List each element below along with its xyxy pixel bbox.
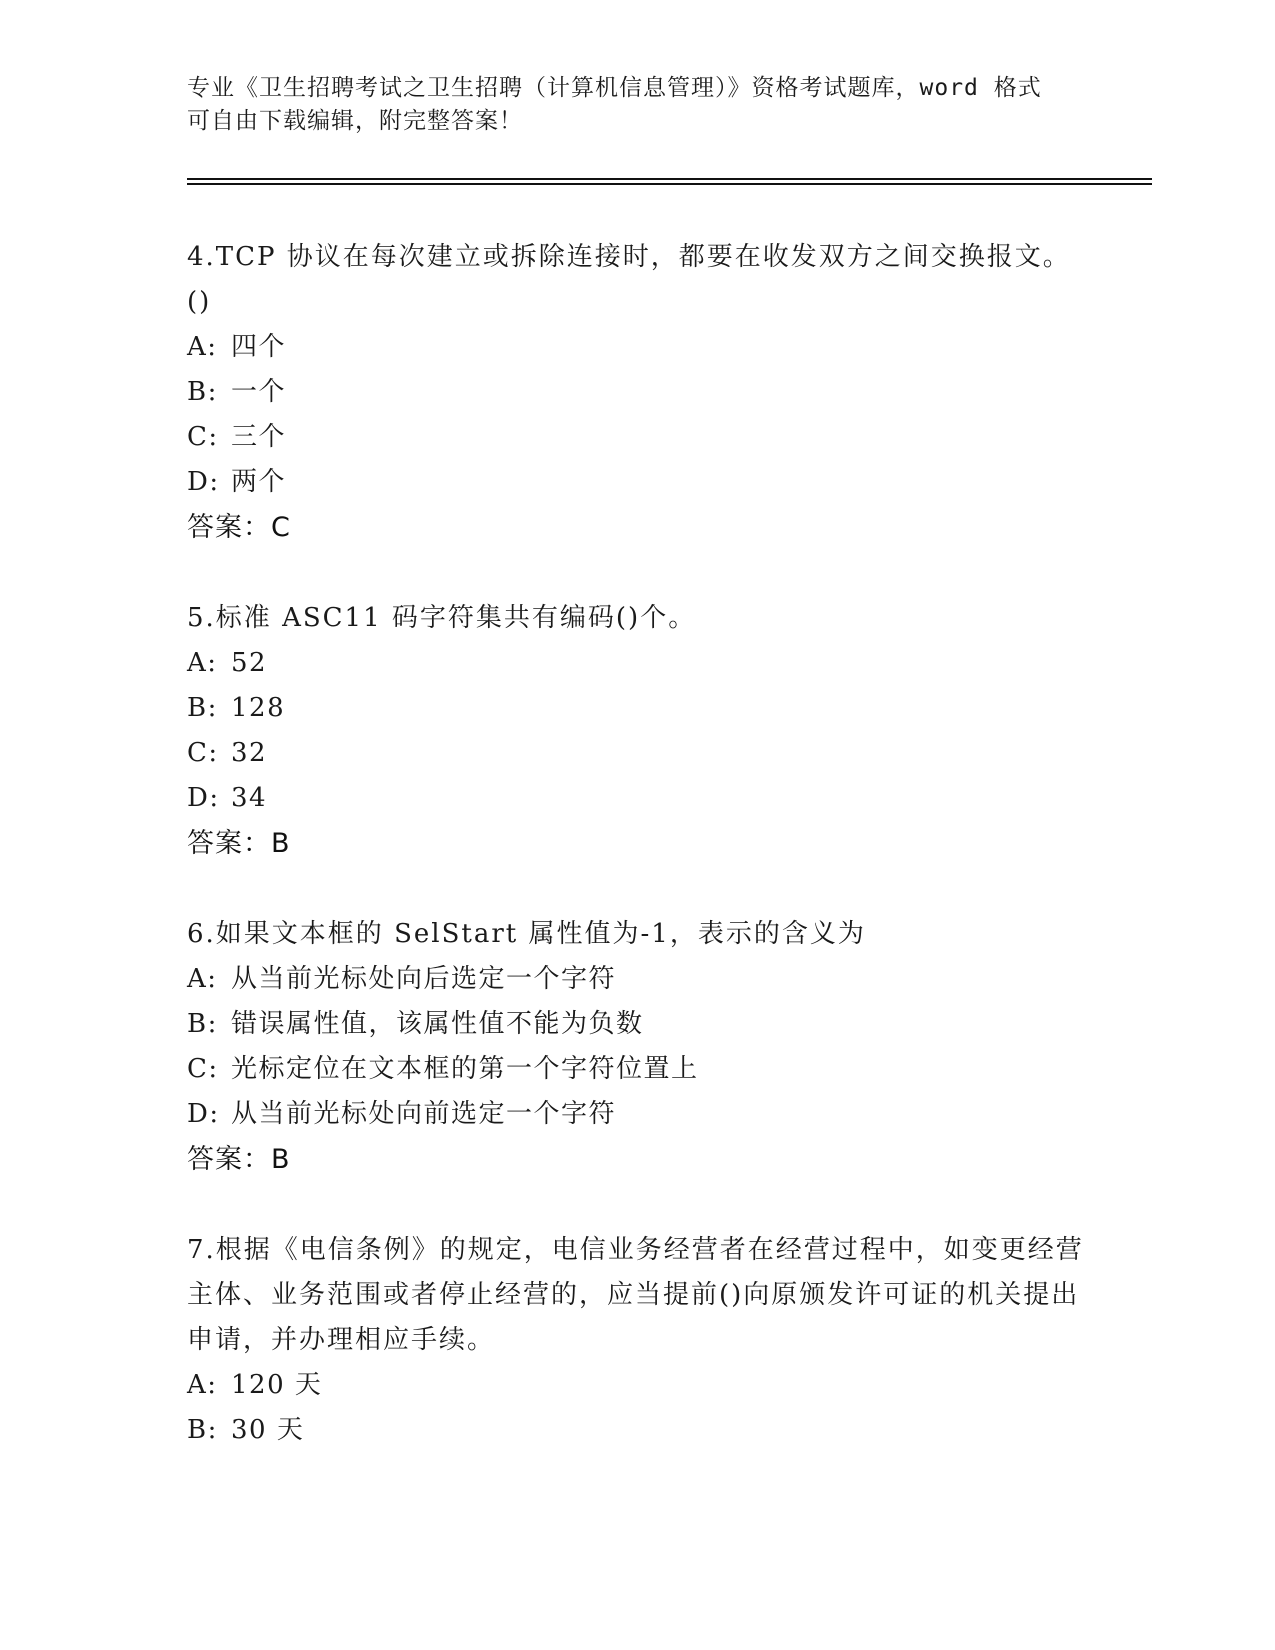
option-key: A:: [187, 1370, 218, 1400]
question-text: 7.根据《电信条例》的规定，电信业务经营者在经营过程中，如变更经营主体、业务范围或者停止经营的，应当提前()向原颁发许可证的机关提出申请，并办理相应手续。: [187, 1235, 1084, 1355]
option-text: 32: [231, 738, 268, 768]
option-b: [187, 1408, 1087, 1453]
option-a: [187, 957, 1087, 1002]
option-b: [187, 370, 1087, 415]
option-text: 52: [231, 648, 268, 678]
answer-label: 答案：B: [187, 1144, 291, 1175]
option-text: 光标定位在文本框的第一个字符位置上: [231, 1054, 699, 1084]
option-a: [187, 641, 1087, 686]
option-c: [187, 1047, 1087, 1092]
answer-label: 答案：C: [187, 512, 291, 543]
option-text: 四个: [231, 332, 287, 362]
question-5: [187, 596, 1087, 866]
option-text: 30 天: [231, 1415, 305, 1445]
header-divider-bottom: [187, 183, 1152, 185]
option-key: B:: [187, 693, 218, 723]
option-b: [187, 686, 1087, 731]
option-key: B:: [187, 1009, 218, 1039]
option-d: [187, 776, 1087, 821]
option-key: D:: [187, 1099, 220, 1129]
question-text: 4.TCP 协议在每次建立或拆除连接时，都要在收发双方之间交换报文。(): [187, 242, 1071, 317]
question-6: [187, 912, 1087, 1182]
option-key: A:: [187, 648, 218, 678]
option-text: 两个: [231, 467, 287, 497]
option-key: B:: [187, 1415, 218, 1445]
option-text: 34: [231, 783, 268, 813]
option-key: A:: [187, 332, 218, 362]
option-text: 错误属性值，该属性值不能为负数: [231, 1009, 644, 1039]
option-key: C:: [187, 1054, 219, 1084]
option-c: [187, 415, 1087, 460]
header-divider-top: [187, 178, 1152, 180]
option-d: [187, 1092, 1087, 1137]
question-7: [187, 1228, 1087, 1453]
answer-label: 答案：B: [187, 828, 291, 859]
question-list: [187, 235, 1087, 1499]
option-text: 三个: [231, 422, 287, 452]
option-key: C:: [187, 738, 219, 768]
option-text: 从当前光标处向后选定一个字符: [231, 964, 617, 994]
option-key: A:: [187, 964, 218, 994]
question-text: 5.标准 ASC11 码字符集共有编码()个。: [187, 603, 697, 633]
option-text: 120 天: [231, 1370, 323, 1400]
option-key: D:: [187, 783, 220, 813]
option-key: D:: [187, 467, 220, 497]
option-key: B:: [187, 377, 218, 407]
option-text: 一个: [231, 377, 287, 407]
option-text: 从当前光标处向前选定一个字符: [231, 1099, 617, 1129]
document-header: [187, 72, 1087, 138]
option-b: [187, 1002, 1087, 1047]
question-4: [187, 235, 1087, 550]
header-line-1: 专业《卫生招聘考试之卫生招聘（计算机信息管理）》资格考试题库，word 格式: [187, 75, 1042, 101]
option-c: [187, 731, 1087, 776]
header-line-2: 可自由下载编辑，附完整答案！: [187, 108, 523, 134]
option-text: 128: [231, 693, 286, 723]
question-text: 6.如果文本框的 SelStart 属性值为-1，表示的含义为: [187, 919, 866, 949]
option-d: [187, 460, 1087, 505]
option-a: [187, 325, 1087, 370]
option-a: [187, 1363, 1087, 1408]
option-key: C:: [187, 422, 219, 452]
